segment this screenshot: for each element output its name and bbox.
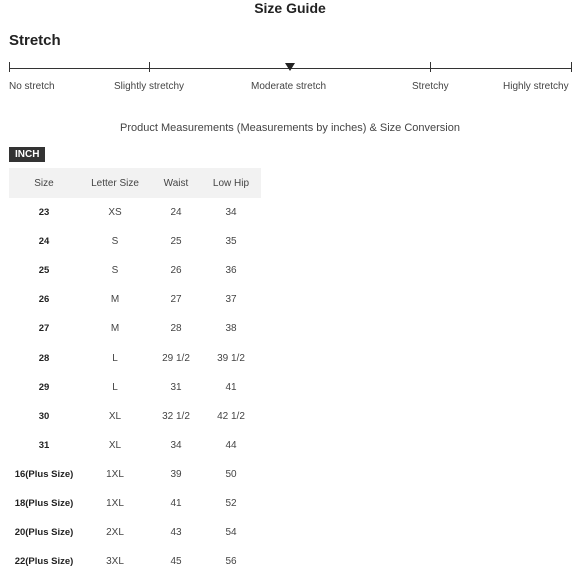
cell-letter-size: 1XL [106,497,124,509]
cell-low-hip: 41 [225,381,237,393]
cell-low-hip: 37 [225,294,237,306]
cell-letter-size: L [112,381,118,393]
cell-size: 20(Plus Size) [14,527,74,539]
cell-waist: 27 [170,294,182,306]
cell-size: 24 [38,236,50,248]
stretch-label-moderate-stretch: Moderate stretch [251,81,327,92]
table-row [9,227,261,256]
table-row [9,518,261,547]
cell-low-hip: 56 [225,556,237,568]
cell-low-hip: 44 [225,439,237,451]
cell-size: 30 [38,410,50,422]
cell-low-hip: 50 [225,468,237,480]
cell-waist: 31 [170,381,182,393]
cell-waist: 25 [170,236,182,248]
cell-letter-size: M [110,323,120,335]
cell-letter-size: S [111,236,119,248]
cell-size: 29 [38,381,50,393]
stretch-tick-highly-stretchy [571,62,572,72]
stretch-label-no-stretch: No stretch [9,81,55,92]
cell-letter-size: 3XL [106,556,124,568]
table-row [9,256,261,285]
stretch-label-stretchy: Stretchy [412,81,449,92]
cell-size: 16(Plus Size) [14,468,74,480]
cell-size: 22(Plus Size) [14,556,74,568]
stretch-heading: Stretch [9,32,61,49]
cell-waist: 32 1/2 [162,410,190,422]
cell-letter-size: XL [108,439,122,451]
cell-low-hip: 54 [225,527,237,539]
table-row [9,431,261,460]
cell-waist: 34 [170,439,182,451]
cell-letter-size: S [111,265,119,277]
table-row [9,489,261,518]
measurements-caption: Product Measurements (Measurements by inches) & Size Conversion [120,122,460,134]
cell-letter-size: M [110,294,120,306]
cell-size: 31 [38,439,50,451]
table-row [9,343,261,372]
cell-size: 26 [38,294,50,306]
header-waist: Waist [151,168,201,198]
cell-letter-size: 2XL [106,527,124,539]
table-row [9,547,261,576]
cell-low-hip: 34 [225,207,237,219]
cell-waist: 45 [170,556,182,568]
cell-low-hip: 35 [225,236,237,248]
stretch-label-slightly-stretchy: Slightly stretchy [114,81,185,92]
header-low-hip: Low Hip [201,168,261,198]
page-title: Size Guide [254,0,326,16]
cell-waist: 41 [170,497,182,509]
cell-size: 28 [38,352,50,364]
stretch-tick-no-stretch [9,62,10,72]
stretch-label-highly-stretchy: Highly stretchy [503,81,569,92]
cell-letter-size: XL [108,410,122,422]
cell-waist: 28 [170,323,182,335]
cell-letter-size: 1XL [106,468,124,480]
cell-letter-size: L [112,352,118,364]
cell-low-hip: 36 [225,265,237,277]
cell-waist: 29 1/2 [162,352,190,364]
cell-size: 27 [38,323,50,335]
cell-low-hip: 39 1/2 [217,352,245,364]
table-row [9,198,261,227]
size-table [9,168,261,576]
table-header-row [9,168,261,198]
cell-low-hip: 42 1/2 [217,410,245,422]
cell-low-hip: 52 [225,497,237,509]
cell-low-hip: 38 [225,323,237,335]
stretch-pointer-icon [285,63,295,71]
unit-badge: INCH [9,147,45,162]
cell-waist: 24 [170,207,182,219]
table-row [9,285,261,314]
stretch-tick-slightly-stretchy [149,62,150,72]
stretch-tick-stretchy [430,62,431,72]
cell-size: 23 [38,207,50,219]
cell-waist: 39 [170,468,182,480]
cell-waist: 43 [170,527,182,539]
cell-letter-size: XS [108,207,122,219]
cell-size: 18(Plus Size) [14,497,74,509]
table-row [9,373,261,402]
table-row [9,314,261,343]
cell-waist: 26 [170,265,182,277]
table-row [9,402,261,431]
header-letter-size: Letter Size [79,168,151,198]
cell-size: 25 [38,265,50,277]
header-size: Size [9,168,79,198]
table-row [9,460,261,489]
